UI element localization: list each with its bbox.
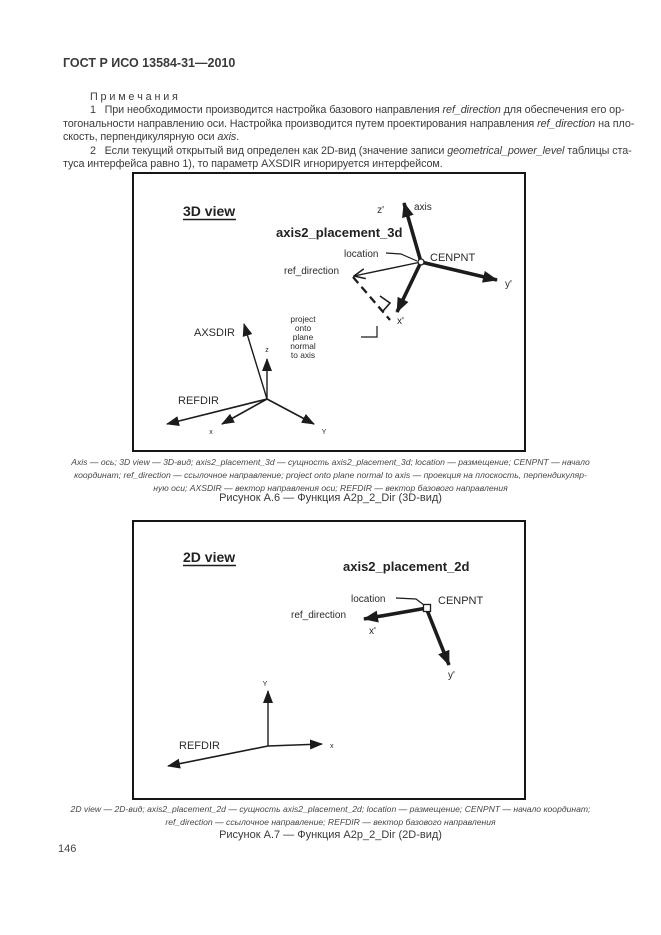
caption-a7-line2: ref_direction — ссылочное направление; REFDIR — вектор базового направления xyxy=(165,817,496,827)
page-number: 146 xyxy=(58,843,77,855)
note-1-term: ref_direction xyxy=(442,104,501,117)
x-axis-arrow xyxy=(222,399,267,424)
ref-direction-label-2d: ref_direction xyxy=(291,610,347,621)
cenpnt-point xyxy=(418,259,424,265)
ref-direction-arrow xyxy=(354,262,421,276)
note-1-text2-cont: на пло- xyxy=(595,117,635,130)
ref-direction-label: ref_direction xyxy=(284,266,340,277)
note-1-text: 1 При необходимости производится настройка базового направления xyxy=(90,104,443,117)
cenpnt-label-2d: CENPNT xyxy=(438,595,484,607)
figure-a6-title: Рисунок А.6 — Функция A2p_2_Dir (3D-вид) xyxy=(219,492,442,504)
x-prime-arrow xyxy=(397,262,421,312)
z-prime-label: z' xyxy=(377,205,384,216)
cenpnt-label: CENPNT xyxy=(430,252,476,264)
notes-heading: П р и м е ч а н и я xyxy=(90,91,178,103)
notes-block xyxy=(63,91,635,171)
note-1-text-cont: для обеспечения его ор- xyxy=(500,104,625,117)
entity-label-2d: axis2_placement_2d xyxy=(343,559,470,574)
project-text-3: plane xyxy=(292,332,314,342)
x-axis-arrow-2d xyxy=(268,744,322,746)
document-header: ГОСТ Р ИСО 13584-31—2010 xyxy=(63,56,236,70)
axsdir-arrow xyxy=(244,324,267,399)
note-2-text: 2 Если текущий открытый вид определен как 2D-вид (значение записи xyxy=(90,144,448,157)
project-text-2: onto xyxy=(294,323,312,333)
project-text-4: normal xyxy=(290,341,316,351)
y-axis-label: Y xyxy=(321,429,327,436)
location-leader-line xyxy=(386,253,417,261)
y-prime-label-2d: y' xyxy=(448,670,455,681)
x-prime-label-2d: x' xyxy=(369,626,376,637)
ref-direction-arrow-2d xyxy=(364,608,427,619)
view-title-2d: 2D view xyxy=(183,549,236,565)
note-1-line-1 xyxy=(63,104,625,117)
note-2-line-1 xyxy=(63,144,632,158)
entity-label-3d: axis2_placement_3d xyxy=(276,225,403,240)
caption-a6-line1: Axis — ось; 3D view — 3D-вид; axis2_placement_3d — сущность axis2_placement_3d; location — размещение; CENPNT — начало xyxy=(71,457,590,467)
refdir-label: REFDIR xyxy=(178,395,219,407)
caption-a6-line2: координат; ref_direction — ссылочное направление; project onto plane normal to axis — проекция на плоскость, перпендикуляр- xyxy=(74,470,587,480)
axsdir-label: AXSDIR xyxy=(194,327,235,339)
figure-a6-caption xyxy=(55,456,606,495)
cenpnt-point-2d xyxy=(424,605,431,612)
y-prime-arrow xyxy=(421,262,497,280)
note-2-line-2: туса интерфейса равно 1), то параметр AXSDIR игнорируется интерфейсом. xyxy=(63,158,443,171)
y-axis-label-2d: Y xyxy=(262,681,268,688)
view-title-3d: 3D view xyxy=(183,203,236,219)
refdir-label-2d: REFDIR xyxy=(179,740,220,752)
note-1-line-3 xyxy=(63,131,608,144)
z-axis-label: z xyxy=(265,347,269,354)
caption-a6-line3: ную оси; AXSDIR — вектор направления оси; REFDIR — вектор базового направления xyxy=(153,483,508,493)
location-leader-line-2d xyxy=(396,598,424,605)
x-axis-label-2d: x xyxy=(330,743,334,750)
project-text-1: project xyxy=(290,314,316,324)
location-label: location xyxy=(344,249,379,260)
note-1-text3: скость, перпендикулярную оси xyxy=(63,131,218,144)
project-leader-line xyxy=(361,326,377,337)
note-2-text-cont: таблицы ста- xyxy=(564,144,632,157)
figure-a7-caption xyxy=(55,803,606,829)
note-1-term2: ref_direction xyxy=(537,117,596,130)
note-2-term: geometrical_power_level xyxy=(447,144,565,157)
note-1-text3-cont: . xyxy=(236,131,240,144)
location-label-2d: location xyxy=(351,594,386,605)
note-1-line-2 xyxy=(63,117,635,131)
y-axis-arrow xyxy=(267,399,314,424)
figure-a6-diagram xyxy=(134,174,524,450)
x-axis-label: x xyxy=(209,429,213,436)
y-prime-arrow-2d xyxy=(427,610,449,665)
x-prime-label: x' xyxy=(397,316,404,327)
caption-a7-line1: 2D view — 2D-вид; axis2_placement_2d — сущность axis2_placement_2d; location — размещение; CENPNT — начало координат; xyxy=(70,804,591,814)
y-prime-label: y' xyxy=(505,279,512,290)
axis-label: axis xyxy=(414,202,432,213)
note-1-text2: тогональности направлению оси. Настройка производится путем проектирования направления xyxy=(63,117,538,130)
project-text-5: to axis xyxy=(290,350,316,360)
figure-a7-title: Рисунок А.7 — Функция A2p_2_Dir (2D-вид) xyxy=(219,829,442,841)
figure-a7-frame xyxy=(132,520,526,800)
figure-a7-diagram xyxy=(134,522,524,798)
figure-a6-frame xyxy=(132,172,526,452)
note-1-term3: axis xyxy=(217,131,237,144)
